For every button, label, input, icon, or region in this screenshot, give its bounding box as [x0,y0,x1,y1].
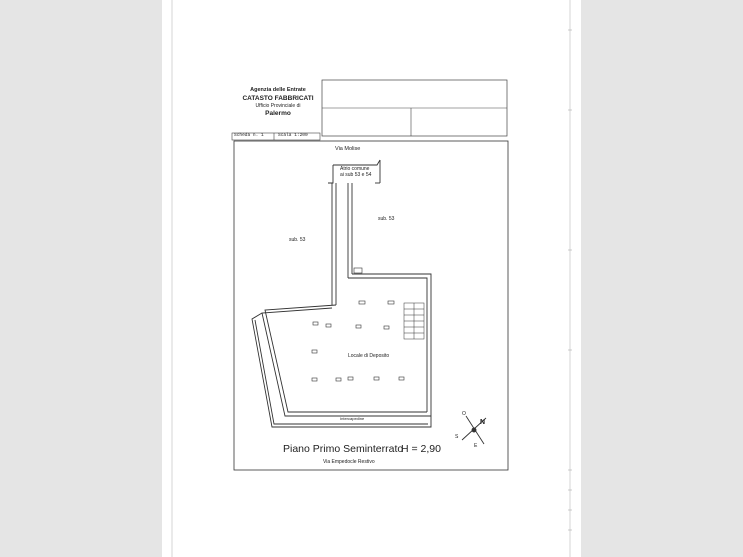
street-top-label: Via Molise [335,146,361,152]
compass-n-label: N [480,419,486,426]
drawing-frame [234,141,508,470]
scheda-number: Scheda n. 1 [234,133,264,138]
compass-s-label: S [455,434,459,440]
agency-name: Agenzia delle Entrate [250,87,306,93]
atrio-label-1: Atrio comune [340,166,370,172]
scale-label: Scala 1:200 [278,133,308,138]
atrio-label-2: ai sub 53 e 54 [340,172,372,178]
street-bottom-label: Via Empedocle Restivo [323,459,375,465]
locale-label: Locale di Deposito [348,353,390,359]
floor-height: H = 2,90 [401,443,441,455]
sub-right-label: sub. 53 [378,216,395,222]
office-label: Ufficio Provinciale di [255,103,301,109]
staircase [404,303,424,339]
catasto-title: CATASTO FABBRICATI [242,95,314,102]
compass-e-label: E [474,443,478,449]
city-name: Palermo [265,110,291,117]
floor-title: Piano Primo Seminterrato [283,443,404,455]
intercapedine-label: Intercapedine [340,416,365,421]
sub-left-label: sub. 53 [289,237,306,243]
compass-o-label: O [462,411,466,417]
